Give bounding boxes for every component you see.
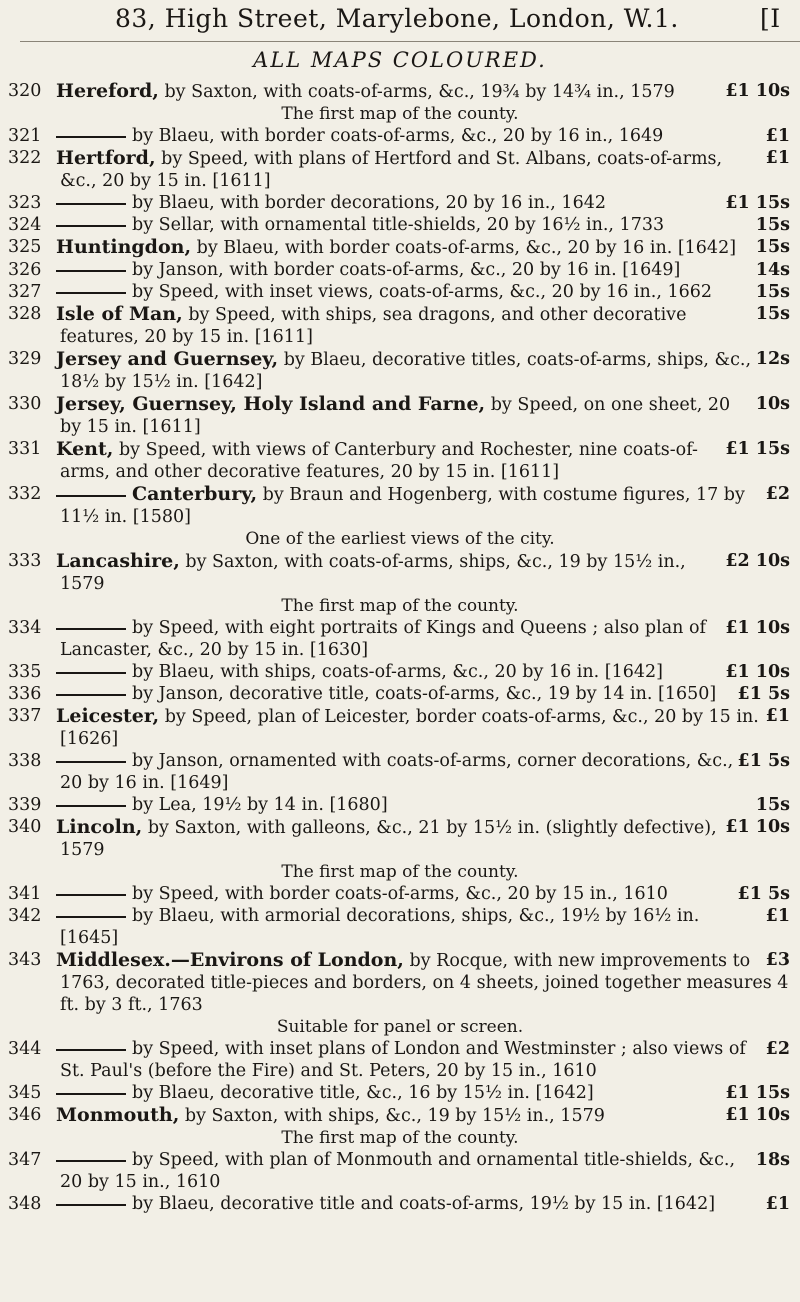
lot-number: 347 (8, 1150, 42, 1170)
entry-body (56, 794, 790, 816)
lot-number: 344 (8, 1039, 42, 1059)
entry-price: £1 5s (737, 751, 790, 771)
entry-body (56, 661, 790, 683)
entry-description: by Blaeu, decorative titles, coats-of-arms, ships, &c., 18½ by 15½ in. [1642] (60, 350, 752, 392)
lot-number: 333 (8, 551, 42, 571)
catalogue-entry (0, 259, 800, 281)
entry-description: by Lea, 19½ by 14 in. [1680] (132, 795, 388, 815)
page-header (0, 0, 800, 40)
catalogue-entry (0, 147, 800, 192)
entry-price: £1 (765, 706, 790, 726)
entry-body (56, 303, 790, 348)
ditto-dash (56, 203, 126, 205)
catalogue-entry (0, 483, 800, 550)
page-number: [I (760, 4, 781, 33)
entry-description: by Speed, on one sheet, 20 by 15 in. [1611] (60, 395, 731, 437)
entry-price: £2 (765, 1039, 790, 1059)
entry-description: by Saxton, with ships, &c., 19 by 15½ in., 1579 (184, 1106, 605, 1126)
lot-number: 325 (8, 237, 42, 257)
ditto-dash (56, 1204, 126, 1206)
entry-price: £1 5s (737, 884, 790, 904)
catalogue-entry (0, 816, 800, 883)
county-name: Hertford, (56, 147, 156, 169)
county-name: Lancashire, (56, 550, 180, 572)
entry-description: by Blaeu, decorative title, &c., 16 by 15½ in. [1642] (132, 1083, 594, 1103)
ditto-dash (56, 628, 126, 630)
lot-number: 339 (8, 795, 42, 815)
entry-description: by Blaeu, with armorial decorations, ships, &c., 19½ by 16½ in. [1645] (60, 906, 700, 948)
catalogue-entry (0, 1038, 800, 1082)
entry-body (56, 1082, 790, 1104)
ditto-dash (56, 672, 126, 674)
lot-number: 323 (8, 193, 42, 213)
county-name: Huntingdon, (56, 236, 192, 258)
entry-price: 14s (755, 260, 790, 280)
entry-body (56, 236, 790, 259)
catalogue-entry (0, 905, 800, 949)
county-name: Leicester, (56, 705, 160, 727)
county-name: Lincoln, (56, 816, 143, 838)
catalogue-entry (0, 750, 800, 794)
entry-price: 15s (755, 237, 790, 257)
catalogue-entry (0, 1082, 800, 1104)
entry-description: by Speed, with eight portraits of Kings and Queens ; also plan of Lancaster, &c., 20 by 15 in. [1630] (60, 618, 706, 660)
entry-price: 15s (755, 282, 790, 302)
entry-description: by Speed, with inset views, coats-of-arms, &c., 20 by 16 in., 1662 (132, 282, 713, 302)
entry-description: by Saxton, with coats-of-arms, ships, &c., 19 by 15½ in., 1579 (60, 552, 686, 594)
entry-note: One of the earliest views of the city. (245, 529, 555, 549)
lot-number: 324 (8, 215, 42, 235)
entry-price: £1 15s (725, 193, 790, 213)
lot-number: 320 (8, 81, 42, 101)
county-name: Middlesex.—Environs of London, (56, 949, 404, 971)
catalogue-entry (0, 794, 800, 816)
entry-description: by Sellar, with ornamental title-shields, 20 by 16½ in., 1733 (132, 215, 665, 235)
entry-price: £1 5s (737, 684, 790, 704)
entry-description: by Saxton, with coats-of-arms, &c., 19¾ by 14¾ in., 1579 (164, 82, 675, 102)
lot-number: 343 (8, 950, 42, 970)
catalogue-entry (0, 438, 800, 483)
catalogue-entry (0, 393, 800, 438)
entry-description: by Speed, with views of Canterbury and Rochester, nine coats-of-arms, and other decorative features, 20 by 15 in. [1611] (60, 440, 698, 482)
lot-number: 326 (8, 260, 42, 280)
ditto-dash (56, 1049, 126, 1051)
entry-price: 15s (755, 304, 790, 324)
shop-address: 83, High Street, Marylebone, London, W.1. (115, 4, 679, 33)
entry-price: 15s (755, 795, 790, 815)
county-name: Isle of Man, (56, 303, 183, 325)
lot-number: 329 (8, 349, 42, 369)
catalogue-entry (0, 1104, 800, 1149)
entry-body (56, 949, 790, 1016)
entry-price: £1 (765, 1194, 790, 1214)
lot-number: 328 (8, 304, 42, 324)
catalogue-entry (0, 214, 800, 236)
catalogue-entry (0, 281, 800, 303)
catalogue-entry (0, 617, 800, 661)
catalogue-entry (0, 348, 800, 393)
catalogue-list (0, 80, 800, 1215)
catalogue-entry (0, 1149, 800, 1193)
ditto-dash (56, 225, 126, 227)
entry-body (56, 816, 790, 861)
catalogue-entry (0, 192, 800, 214)
entry-description: by Speed, with plan of Monmouth and ornamental title-shields, &c., 20 by 15 in., 1610 (60, 1150, 736, 1192)
lot-number: 340 (8, 817, 42, 837)
entry-price: £1 (765, 126, 790, 146)
lot-number: 332 (8, 484, 42, 504)
catalogue-entry (0, 705, 800, 750)
entry-description: by Speed, with plans of Hertford and St. Albans, coats-of-arms, &c., 20 by 15 in. [1611] (60, 149, 723, 191)
lot-number: 337 (8, 706, 42, 726)
ditto-dash (56, 292, 126, 294)
lot-number: 322 (8, 148, 42, 168)
entry-note: Suitable for panel or screen. (276, 1017, 524, 1037)
entry-description: by Saxton, with galleons, &c., 21 by 15½ in. (slightly defective), 1579 (60, 818, 717, 860)
entry-body (56, 214, 790, 236)
ditto-dash (56, 916, 126, 918)
catalogue-entry (0, 236, 800, 259)
entry-body (56, 705, 790, 750)
entry-price: £2 (765, 484, 790, 504)
entry-body (56, 750, 790, 794)
ditto-dash (56, 805, 126, 807)
entry-description: by Janson, ornamented with coats-of-arms, corner decorations, &c., 20 by 16 in. [1649] (60, 751, 734, 793)
entry-note: The first map of the county. (281, 862, 519, 882)
entry-body (56, 683, 790, 705)
entry-description: by Blaeu, decorative title and coats-of-arms, 19½ by 15 in. [1642] (132, 1194, 716, 1214)
entry-price: 15s (755, 215, 790, 235)
entry-body (56, 438, 790, 483)
lot-number: 321 (8, 126, 42, 146)
entry-note: The first map of the county. (281, 104, 519, 124)
entry-price: £3 (765, 950, 790, 970)
lot-number: 348 (8, 1194, 42, 1214)
entry-body (56, 905, 790, 949)
entry-description: by Blaeu, with border coats-of-arms, &c., 20 by 16 in. [1642] (196, 238, 737, 258)
entry-body (56, 281, 790, 303)
entry-description: by Blaeu, with border decorations, 20 by 16 in., 1642 (132, 193, 606, 213)
entry-body (56, 617, 790, 661)
county-name: Jersey and Guernsey, (56, 348, 279, 370)
entry-description: by Rocque, with new improvements to 1763, decorated title-pieces and borders, on 4 sheets, joined together measures 4 ft. by 3 ft., 1763 (60, 951, 789, 1015)
entry-body (56, 1149, 790, 1193)
ditto-dash (56, 694, 126, 696)
ditto-dash (56, 495, 126, 497)
lot-number: 330 (8, 394, 42, 414)
catalogue-entry (0, 1193, 800, 1215)
lot-number: 345 (8, 1083, 42, 1103)
county-name: Jersey, Guernsey, Holy Island and Farne, (56, 393, 486, 415)
lot-number: 341 (8, 884, 42, 904)
catalogue-entry (0, 883, 800, 905)
entry-body (56, 348, 790, 393)
county-name: Hereford, (56, 80, 159, 102)
entry-description: by Speed, plan of Leicester, border coats-of-arms, &c., 20 by 15 in. [1626] (60, 707, 759, 749)
county-name: Monmouth, (56, 1104, 180, 1126)
ditto-dash (56, 136, 126, 138)
entry-price: £2 10s (725, 551, 790, 571)
place-name: Canterbury, (132, 483, 258, 505)
entry-description: by Braun and Hogenberg, with costume figures, 17 by 11½ in. [1580] (60, 485, 745, 527)
entry-price: 12s (755, 349, 790, 369)
entry-price: £1 10s (725, 817, 790, 837)
ditto-dash (56, 761, 126, 763)
entry-description: by Blaeu, with ships, coats-of-arms, &c., 20 by 16 in. [1642] (132, 662, 663, 682)
lot-number: 334 (8, 618, 42, 638)
lot-number: 342 (8, 906, 42, 926)
county-name: Kent, (56, 438, 114, 460)
entry-price: £1 10s (725, 1105, 790, 1125)
entry-body (56, 259, 790, 281)
entry-body (56, 483, 790, 528)
catalogue-entry (0, 125, 800, 147)
entry-note: The first map of the county. (281, 1128, 519, 1148)
ditto-dash (56, 270, 126, 272)
catalogue-entry (0, 683, 800, 705)
catalogue-entry (0, 550, 800, 617)
catalogue-entry (0, 80, 800, 125)
lot-number: 335 (8, 662, 42, 682)
entry-price: 10s (755, 394, 790, 414)
entry-description: by Janson, decorative title, coats-of-arms, &c., 19 by 14 in. [1650] (132, 684, 717, 704)
entry-price: £1 10s (725, 662, 790, 682)
entry-description: by Speed, with border coats-of-arms, &c., 20 by 15 in., 1610 (132, 884, 668, 904)
entry-price: £1 (765, 906, 790, 926)
lot-number: 331 (8, 439, 42, 459)
entry-price: 18s (755, 1150, 790, 1170)
entry-description: by Speed, with inset plans of London and Westminster ; also views of St. Paul's (before the Fire) and St. Peters, 20 by 15 in., 1610 (60, 1039, 746, 1081)
lot-number: 336 (8, 684, 42, 704)
entry-price: £1 15s (725, 1083, 790, 1103)
entry-price: £1 10s (725, 81, 790, 101)
ditto-dash (56, 1093, 126, 1095)
entry-body (56, 125, 790, 147)
lot-number: 327 (8, 282, 42, 302)
entry-description: by Janson, with border coats-of-arms, &c., 20 by 16 in. [1649] (132, 260, 681, 280)
entry-note: The first map of the county. (281, 596, 519, 616)
header-rule (20, 41, 800, 42)
entry-body (56, 192, 790, 214)
catalogue-entry (0, 949, 800, 1038)
entry-price: £1 10s (725, 618, 790, 638)
entry-description: by Speed, with ships, sea dragons, and other decorative features, 20 by 15 in. [1611] (60, 305, 687, 347)
entry-body (56, 1038, 790, 1082)
ditto-dash (56, 1160, 126, 1162)
entry-price: £1 (765, 148, 790, 168)
lot-number: 346 (8, 1105, 42, 1125)
entry-body (56, 80, 790, 103)
catalogue-entry (0, 303, 800, 348)
entry-body (56, 147, 790, 192)
entry-body (56, 550, 790, 595)
entry-body (56, 393, 790, 438)
catalogue-entry (0, 661, 800, 683)
entry-body (56, 1193, 790, 1215)
entry-description: by Blaeu, with border coats-of-arms, &c., 20 by 16 in., 1649 (132, 126, 664, 146)
entry-price: £1 15s (725, 439, 790, 459)
ditto-dash (56, 894, 126, 896)
lot-number: 338 (8, 751, 42, 771)
section-title: ALL MAPS COLOURED. (253, 48, 547, 72)
entry-body (56, 883, 790, 905)
entry-body (56, 1104, 790, 1127)
